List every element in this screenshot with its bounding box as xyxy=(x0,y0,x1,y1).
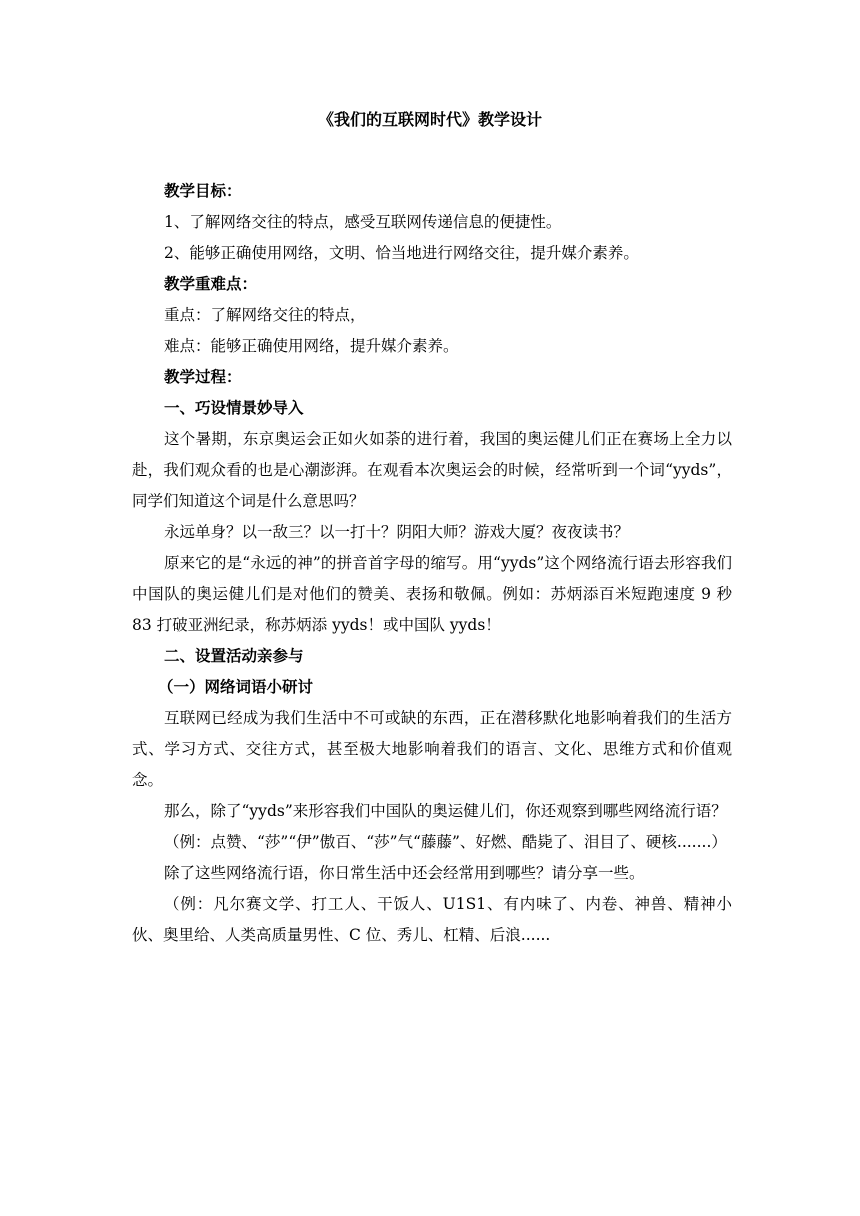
document-title: 《我们的互联网时代》教学设计 xyxy=(317,110,542,129)
heading-teaching-goals: 教学目标： xyxy=(164,182,242,200)
paragraph-question-1: 那么，除了“yyds”来形容我们中国队的奥运健儿们，你还观察到哪些网络流行语？ xyxy=(164,802,727,820)
document-body xyxy=(132,176,732,951)
paragraph-question-2: 除了这些网络流行语，你日常生活中还会经常用到哪些？请分享一些。 xyxy=(164,864,645,882)
paragraph-intro: 这个暑期，东京奥运会正如火如荼的进行着，我国的奥运健儿们正在赛场上全力以赴，我们观众看的也是心潮澎湃。在观看本次奥运会的时候，经常听到一个词“yyds”，同学们知道这个词是什么意思吗？ xyxy=(132,430,732,510)
section-heading-2: 二、设置活动亲参与 xyxy=(164,647,304,665)
paragraph-internet: 互联网已经成为我们生活中不可或缺的东西，正在潜移默化地影响着我们的生活方式、学习方式、交往方式，甚至极大地影响着我们的语言、文化、思维方式和价值观念。 xyxy=(132,709,732,789)
goal-item-1: 1、了解网络交往的特点，感受互联网传递信息的便捷性。 xyxy=(164,213,562,231)
paragraph-yyds-meaning: 原来它的是“永远的神”的拼音首字母的缩写。用“yyds”这个网络流行语去形容我们中国队的奥运健儿们是对他们的赞美、表扬和敬佩。例如：苏炳添百米短跑速度 9 秒 83 打破亚洲纪录，称苏炳添 yyds！或中国队 yyds！ xyxy=(132,554,732,634)
paragraph-guesses: 永远单身？以一敌三？以一打十？阴阳大师？游戏大厦？夜夜读书？ xyxy=(164,523,630,541)
section-heading-1: 一、巧设情景妙导入 xyxy=(164,399,304,417)
paragraph-example-2: （例：凡尔赛文学、打工人、干饭人、U1S1、有内味了、内卷、神兽、精神小伙、奥里给、人类高质量男性、C 位、秀儿、杠精、后浪...... xyxy=(132,895,732,944)
subsection-heading-1: （一）网络词语小研讨 xyxy=(158,678,314,696)
goal-item-2: 2、能够正确使用网络，文明、恰当地进行网络交往，提升媒介素养。 xyxy=(164,244,639,262)
key-point: 重点：了解网络交往的特点， xyxy=(164,306,366,324)
difficult-point: 难点：能够正确使用网络，提升媒介素养。 xyxy=(164,337,459,355)
heading-key-difficult-points: 教学重难点： xyxy=(164,275,258,293)
paragraph-example-1: （例：点赞、“莎”“伊”傲百、“莎”气“藤藤”、好燃、酷毙了、泪目了、硬核.......） xyxy=(164,833,727,851)
heading-teaching-process: 教学过程： xyxy=(164,368,242,386)
